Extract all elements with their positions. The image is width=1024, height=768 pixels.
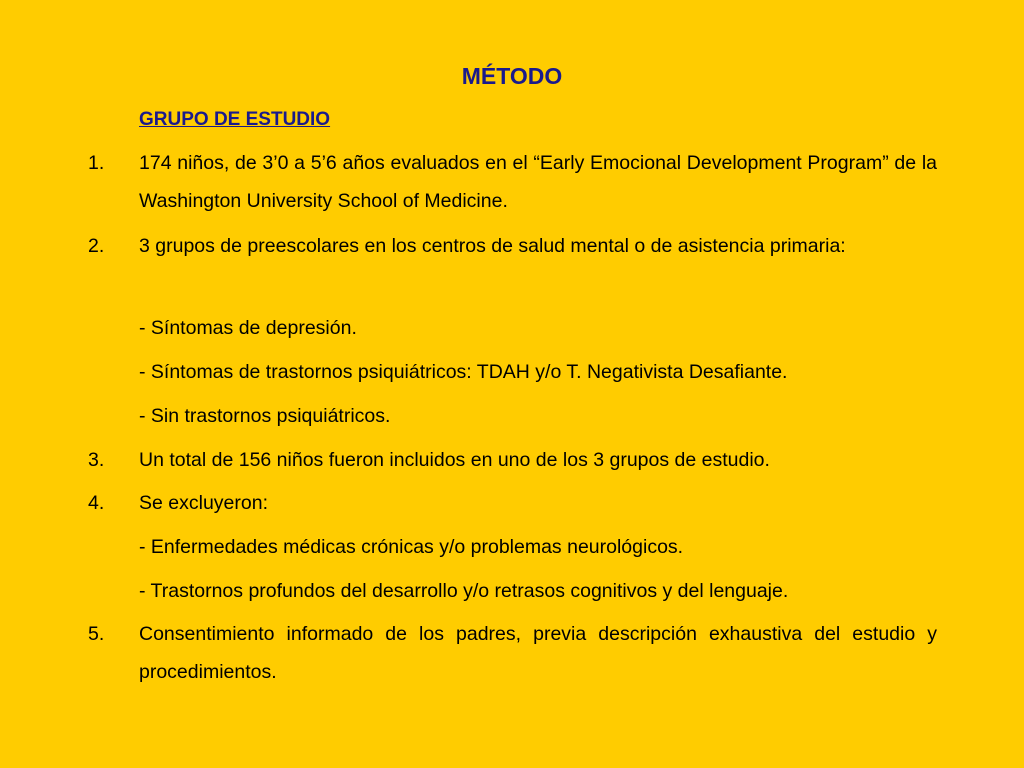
list-item-text: 3 grupos de preescolares en los centros de salud mental o de asistencia primaria:	[139, 235, 846, 257]
list-subitem-text: - Sin trastornos psiquiátricos.	[139, 405, 391, 427]
list-item-text: 174 niños, de 3’0 a 5’6 años evaluados en el “Early Emocional Development Program” de la Washington University School of Medicine.	[139, 152, 937, 212]
slide-title: MÉTODO	[461, 63, 563, 89]
list-subitem-text: - Síntomas de trastornos psiquiátricos: TDAH y/o T. Negativista Desafiante.	[139, 361, 788, 383]
list-item-number: 1.	[88, 152, 105, 174]
list-item-number: 2.	[88, 235, 105, 257]
list-subitem-text: - Enfermedades médicas crónicas y/o problemas neurológicos.	[139, 536, 684, 558]
list-item-text: Se excluyeron:	[139, 492, 268, 514]
list-item-number: 3.	[88, 449, 105, 471]
list-item-text: Un total de 156 niños fueron incluidos en uno de los 3 grupos de estudio.	[139, 449, 770, 471]
list-item-text: Consentimiento informado de los padres, previa descripción exhaustiva del estudio y procedimientos.	[139, 623, 937, 683]
list-subitem-text: - Síntomas de depresión.	[139, 317, 357, 339]
list-item-number: 5.	[88, 623, 105, 645]
list-item-number: 4.	[88, 492, 105, 514]
section-subtitle: GRUPO DE ESTUDIO	[139, 109, 331, 130]
list-subitem-text: - Trastornos profundos del desarrollo y/o retrasos cognitivos y del lenguaje.	[139, 580, 789, 602]
